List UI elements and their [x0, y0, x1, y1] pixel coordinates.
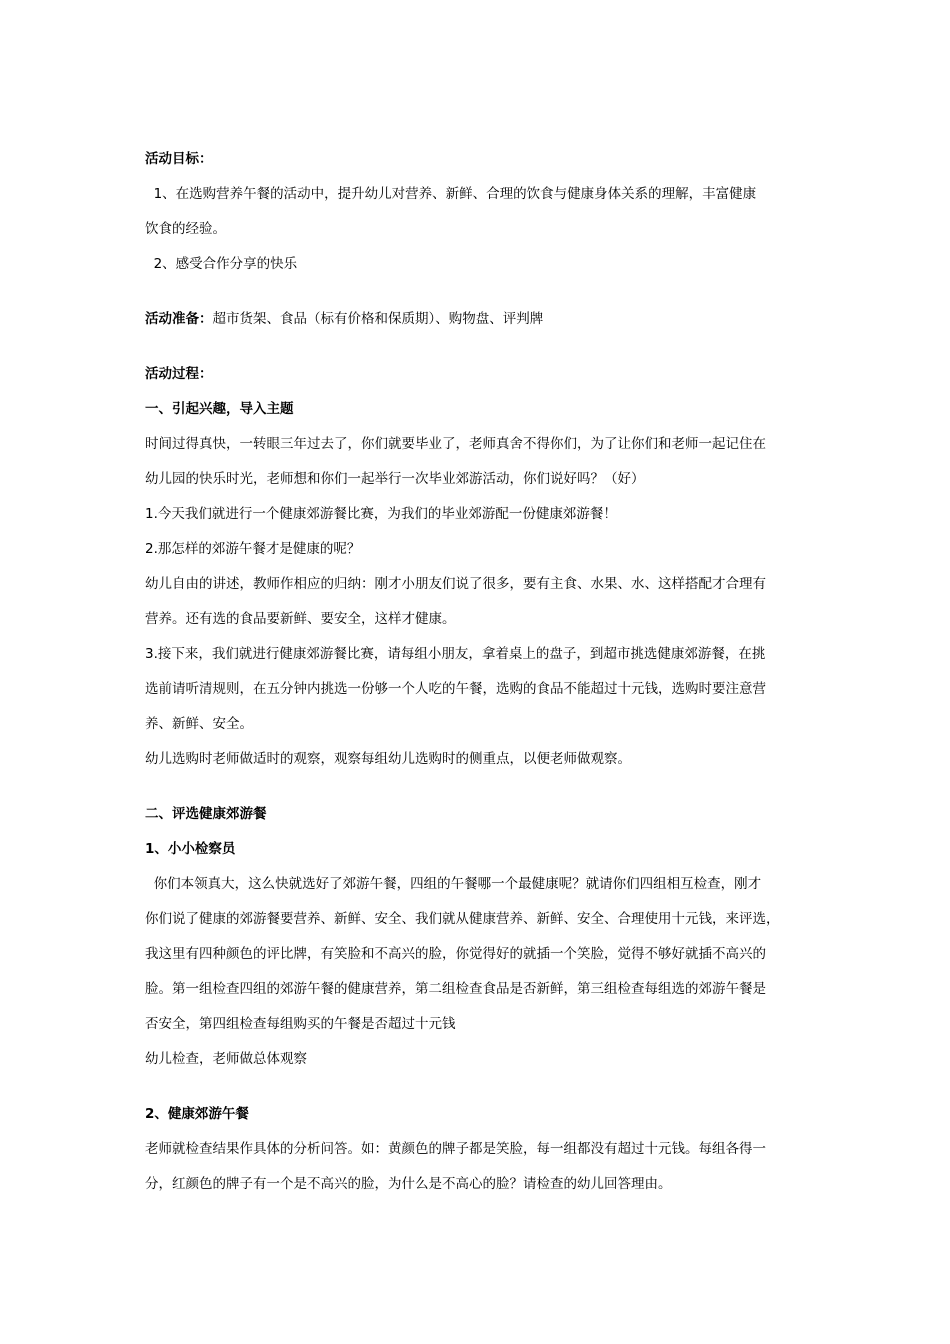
section-2-title: 二、评选健康郊游餐: [145, 806, 267, 822]
section-1-paragraph-5-line-2: 选前请听清规则，在五分钟内挑选一份够一个人吃的午餐，选购的食品不能超过十元钱，选购时要注意营: [145, 681, 766, 697]
preparation-line: [145, 309, 543, 329]
subsection-1-title: 1、小小检察员: [145, 841, 236, 857]
subsection-1-line-6: 幼儿检查，老师做总体观察: [145, 1051, 307, 1067]
subsection-1-line-3: 我这里有四种颜色的评比牌，有笑脸和不高兴的脸，你觉得好的就插一个笑脸，觉得不够好就插不高兴的: [145, 946, 766, 962]
subsection-1-line-2: 你们说了健康的郊游餐要营养、新鲜、安全、我们就从健康营养、新鲜、安全、合理使用十元钱，来评选，: [145, 911, 780, 927]
subsection-2-title: 2、健康郊游午餐: [145, 1106, 249, 1122]
section-1-paragraph-3: 2.那怎样的郊游午餐才是健康的呢？: [145, 541, 361, 557]
goals-heading: 活动目标：: [145, 151, 213, 167]
preparation-label: 活动准备：: [145, 311, 213, 327]
subsection-1-line-4: 脸。第一组检查四组的郊游午餐的健康营养，第二组检查食品是否新鲜，第三组检查每组选的郊游午餐是: [145, 981, 766, 997]
process-heading: 活动过程：: [145, 366, 213, 382]
section-1-paragraph-6: 幼儿选购时老师做适时的观察，观察每组幼儿选购时的侧重点，以便老师做观察。: [145, 751, 631, 767]
section-1-title: 一、引起兴趣，导入主题: [145, 401, 294, 417]
goal-item-1-line-2: 饮食的经验。: [145, 221, 226, 237]
subsection-2-line-2: 分，红颜色的牌子有一个是不高兴的脸，为什么是不高心的脸？请检查的幼儿回答理由。: [145, 1176, 672, 1192]
goal-item-2: 2、感受合作分享的快乐: [145, 256, 298, 272]
subsection-1-line-1: 你们本领真大，这么快就选好了郊游午餐，四组的午餐哪一个最健康呢？就请你们四组相互检查，刚才: [145, 876, 762, 892]
section-1-paragraph-5-line-3: 养、新鲜、安全。: [145, 716, 253, 732]
section-1-paragraph-5-line-1: 3.接下来，我们就进行健康郊游餐比赛，请每组小朋友，拿着桌上的盘子，到超市挑选健康郊游餐，在挑: [145, 646, 766, 662]
section-1-paragraph-4-line-1: 幼儿自由的讲述，教师作相应的归纳：刚才小朋友们说了很多，要有主食、水果、水、这样搭配才合理有: [145, 576, 766, 592]
section-1-paragraph-2: 1.今天我们就进行一个健康郊游餐比赛，为我们的毕业郊游配一份健康郊游餐！: [145, 506, 617, 522]
section-1-paragraph-4-line-2: 营养。还有选的食品要新鲜、要安全，这样才健康。: [145, 611, 456, 627]
section-1-paragraph-1-line-1: 时间过得真快，一转眼三年过去了，你们就要毕业了，老师真舍不得你们，为了让你们和老师一起记住在: [145, 436, 766, 452]
goal-item-1-line-1: 1、在选购营养午餐的活动中，提升幼儿对营养、新鲜、合理的饮食与健康身体关系的理解，丰富健康: [145, 186, 757, 202]
subsection-2-line-1: 老师就检查结果作具体的分析问答。如：黄颜色的牌子都是笑脸，每一组都没有超过十元钱。每组各得一: [145, 1141, 766, 1157]
subsection-1-line-5: 否安全，第四组检查每组购买的午餐是否超过十元钱: [145, 1016, 456, 1032]
section-1-paragraph-1-line-2: 幼儿园的快乐时光，老师想和你们一起举行一次毕业郊游活动，你们说好吗？（好）: [145, 471, 645, 487]
preparation-text: 超市货架、食品（标有价格和保质期）、购物盘、评判牌: [212, 311, 544, 327]
